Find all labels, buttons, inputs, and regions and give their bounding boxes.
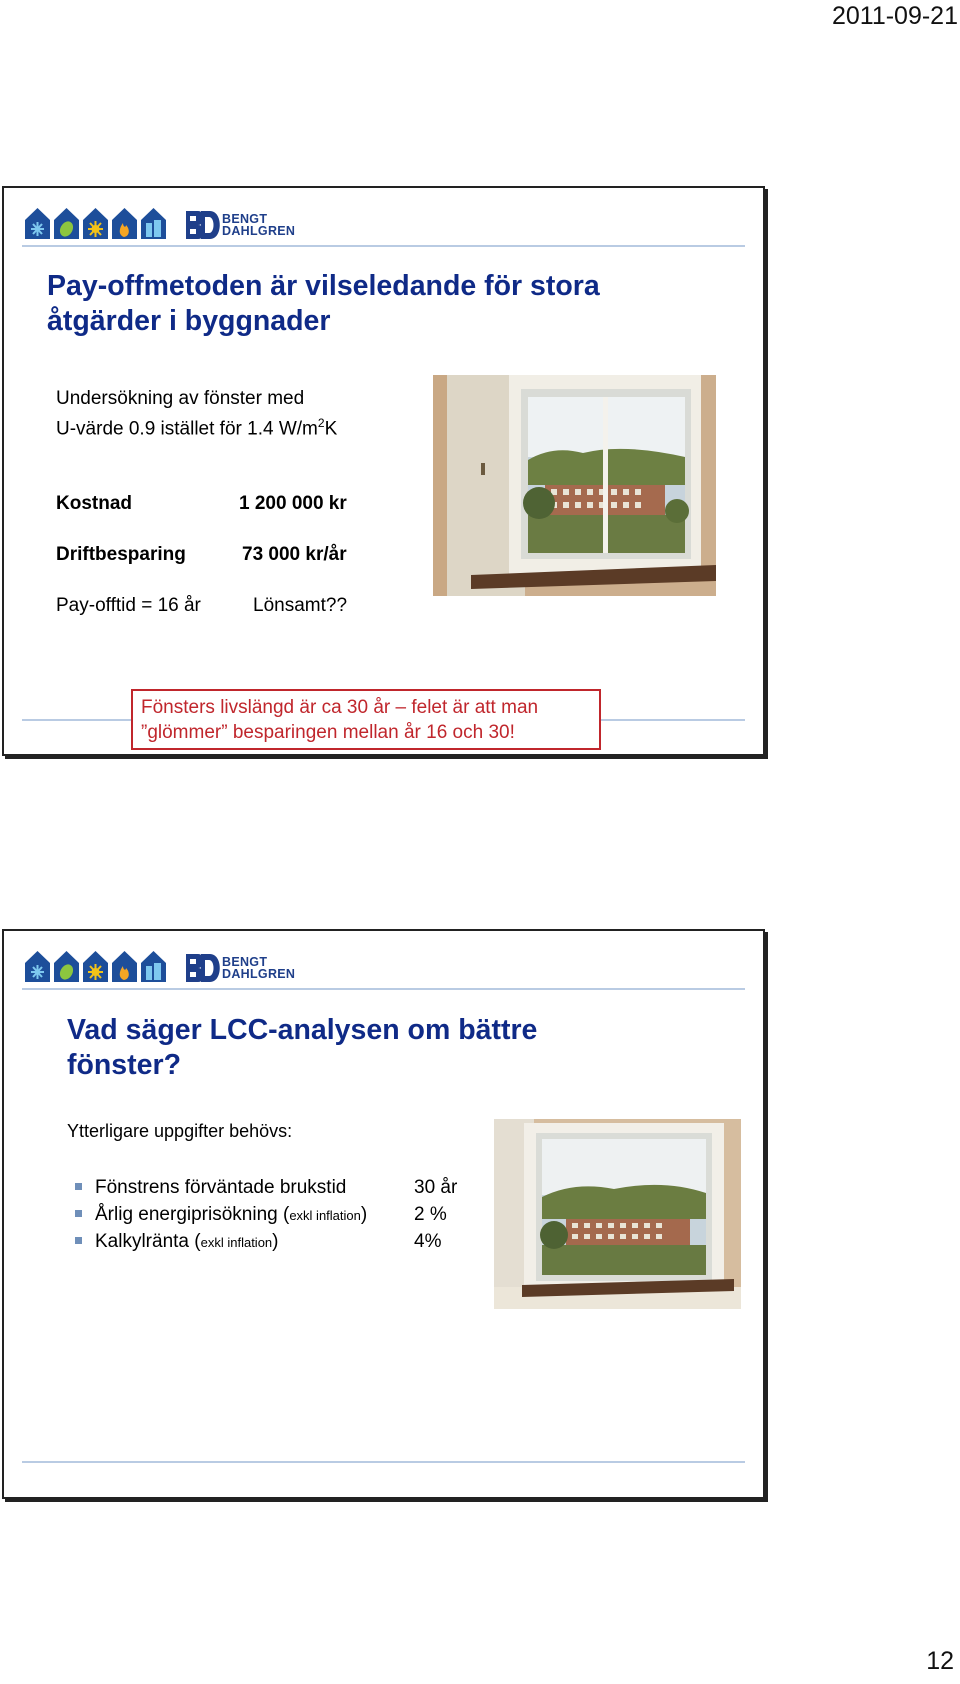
slide-2 [2,929,765,1499]
brand-name [222,956,295,980]
slide-title-line-2: fönster? [67,1049,181,1081]
intro-text: Ytterligare uppgifter behövs: [67,1121,293,1141]
brand-line-1: BENGT [222,212,268,226]
bd-logo-icon [186,211,220,239]
house-flame-icon [112,208,137,239]
slide-title-line-1: Vad säger LCC-analysen om bättre [67,1014,538,1046]
list-item [75,1204,457,1231]
bullet-marker [75,1237,82,1244]
bullet-label [95,1231,414,1253]
intro-line-2 [56,411,337,441]
unit-k: K [324,418,338,440]
bullet-label-text: Kalkylränta ( [95,1231,201,1252]
bd-logo-icon [186,954,220,982]
house-sun-icon [83,951,108,982]
callout-line-2: ”glömmer” besparingen mellan år 16 och 30! [141,722,515,743]
savings-value: 73 000 kr/år [242,544,347,565]
savings-label: Driftbesparing [56,544,186,565]
house-leaf-icon [54,208,79,239]
payoff-label: Pay-offtid = 16 år [56,595,201,616]
house-flame-icon [112,951,137,982]
footer-rule [22,1461,745,1463]
slide-1 [2,186,765,756]
list-item [75,1231,457,1258]
bullet-value: 2 % [414,1204,447,1225]
house-buildings-icon [141,951,166,982]
bullet-close: ) [272,1231,279,1252]
slide-title-line-2: åtgärder i byggnader [47,305,331,337]
cost-value: 1 200 000 kr [239,493,347,514]
bullet-label-text: Årlig energiprisökning ( [95,1204,290,1225]
bullet-value: 4% [414,1231,442,1252]
intro-text [56,387,337,441]
bullet-list [75,1177,457,1258]
list-item [75,1177,457,1204]
bullet-label: Fönstrens förväntade brukstid [95,1177,347,1198]
intro-line-1: Undersökning av fönster med [56,388,305,409]
slide-title [47,269,600,339]
house-buildings-icon [141,208,166,239]
page-number: 12 [926,1647,954,1675]
header-rule [22,988,745,990]
bullet-marker [75,1210,82,1217]
intro-line-2-text: U-värde 0.9 istället för 1.4 W/m [56,418,318,440]
callout-box [131,689,601,750]
window-photo [494,1119,741,1309]
cost-label: Kostnad [56,493,132,514]
bullet-value: 30 år [414,1177,458,1198]
header-rule [22,245,745,247]
brand-line-2: DAHLGREN [222,224,296,238]
house-snowflake-icon [25,208,50,239]
bullet-note: exkl inflation [200,1235,273,1250]
brand-line-2: DAHLGREN [222,967,296,981]
bullet-close: ) [360,1204,368,1225]
bullet-label [95,1204,414,1226]
slide-title [67,1013,537,1083]
logo-bar [25,208,295,239]
slide-title-line-1: Pay-offmetoden är vilseledande för stora [47,270,600,302]
brand-line-1: BENGT [222,955,268,969]
bullet-marker [75,1183,82,1190]
bullet-note: exkl inflation [289,1208,361,1223]
profitable-value: Lönsamt?? [253,595,348,616]
house-leaf-icon [54,951,79,982]
callout-line-1: Fönsters livslängd är ca 30 år – felet är att man [141,697,539,718]
window-photo [433,375,716,596]
brand-name [222,213,295,237]
page-date: 2011-09-21 [831,2,958,30]
superscript-2: 2 [317,416,325,430]
house-snowflake-icon [25,951,50,982]
company-logo [186,954,295,982]
logo-bar [25,951,295,982]
company-logo [186,211,295,239]
house-sun-icon [83,208,108,239]
